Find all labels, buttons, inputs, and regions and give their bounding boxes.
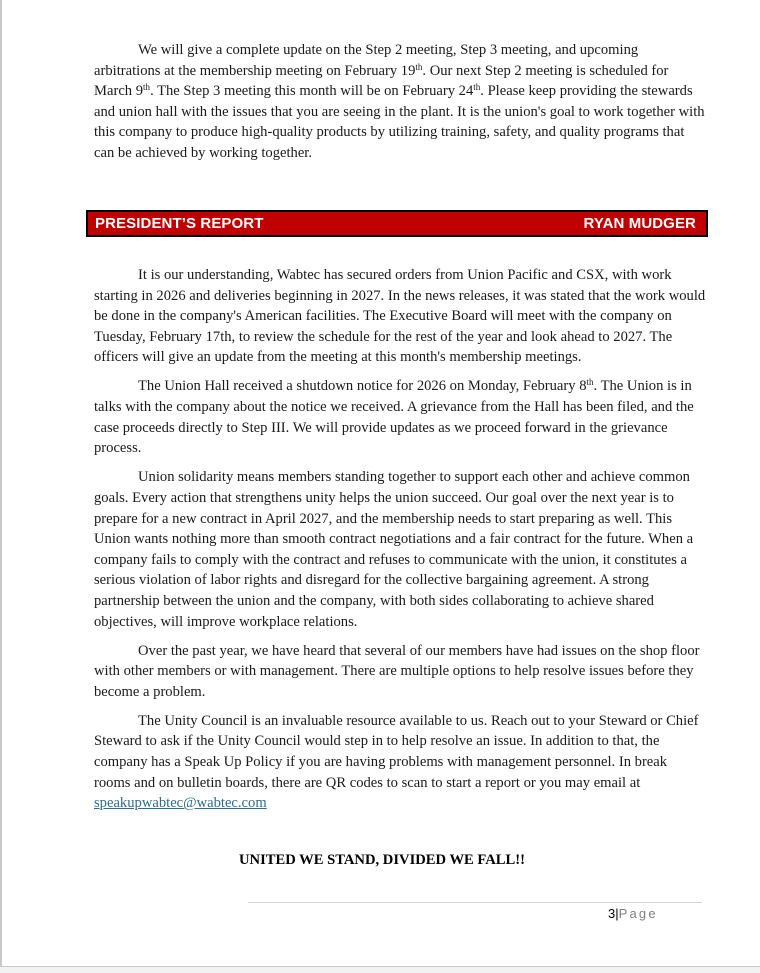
intro-paragraph: [94, 40, 706, 164]
section-author: RYAN MUDGER: [583, 215, 696, 232]
report-paragraph-5: [94, 711, 706, 814]
intro-section: [94, 40, 706, 172]
page-label: Page: [618, 906, 658, 921]
email-link[interactable]: speakupwabtec@wabtec.com: [94, 795, 267, 812]
ordinal-suffix: th: [143, 82, 151, 93]
report-paragraph-4: Over the past year, we have heard that several of our members have had issues on the shop floor with other members or with management. There are multiple options to help resolve issues before they become a problem.: [94, 642, 700, 700]
page-number-footer: [608, 906, 658, 921]
report-body: [94, 265, 706, 822]
closing-slogan: UNITED WE STAND, DIVIDED WE FALL!!: [239, 852, 525, 868]
page-number: 3: [608, 906, 616, 921]
ordinal-suffix: th: [586, 377, 594, 388]
text-run: The Union Hall received a shutdown notice for 2026 on Monday, February 8: [138, 378, 587, 395]
ordinal-suffix: th: [415, 61, 423, 72]
footer-divider: [248, 902, 702, 903]
ordinal-suffix: th: [473, 82, 481, 93]
text-run: . Please keep providing the stewards and union hall with the issues that you are seeing in the plant. It is the union's goal to work together with this company to produce high-quality products by utilizing training, safety, and quality programs that can be achieved by working together.: [94, 83, 705, 161]
page-separator: |: [615, 906, 619, 921]
text-run: . The Union is in talks with the company about the notice we received. A grievance from the Hall has been filed, and the case proceeds directly to Step III. We will provide updates as we proceed forward in the grievance process.: [94, 378, 694, 457]
text-run: . Our next Step 2 meeting is scheduled for March 9: [94, 62, 669, 100]
text-run: . The Step 3 meeting this month will be on February 24: [150, 83, 474, 100]
section-banner: [86, 210, 708, 237]
report-paragraph-2: [94, 376, 706, 458]
section-title: PRESIDENT’S REPORT: [95, 215, 264, 232]
report-paragraph-3: Union solidarity means members standing together to support each other and achieve common goals. Every action that strengthens unity helps the union succeed. Our goal over the next year is to prepare for a new contract in April 2027, and the membership needs to start preparing as well. This Union wants nothing more than smooth contract negotiations and a fair contract for the future. When a company fails to comply with the contract and refuses to communicate with the union, it constitutes a serious violation of labor rights and disregard for the collective bargaining agreement. A strong partnership between the union and the company, with both sides collaborating to achieve shared objectives, will improve workplace relations.: [94, 469, 694, 630]
report-paragraph-1: It is our understanding, Wabtec has secured orders from Union Pacific and CSX, with work starting in 2026 and deliveries beginning in 2027. In the news releases, it was stated that the work would be done in the company's American facilities. The Executive Board will meet with the company on Tuesday, February 17th, to review the schedule for the rest of the year and look ahead to 2027. The officers will give an update from the meeting at this month's membership meetings.: [94, 267, 706, 366]
text-run: The Unity Council is an invaluable resource available to us. Reach out to your Steward or Chief Steward to ask if the Unity Council would step in to help resolve an issue. In addition to that, the company has a Speak Up Policy if you are having problems with management personnel. In break rooms and on bulletin boards, there are QR codes to scan to start a report or you may email at: [94, 712, 699, 791]
text-run: We will give a complete update on the Step 2 meeting, Step 3 meeting, and upcoming arbitrations at the membership meeting on February 19: [94, 42, 639, 79]
